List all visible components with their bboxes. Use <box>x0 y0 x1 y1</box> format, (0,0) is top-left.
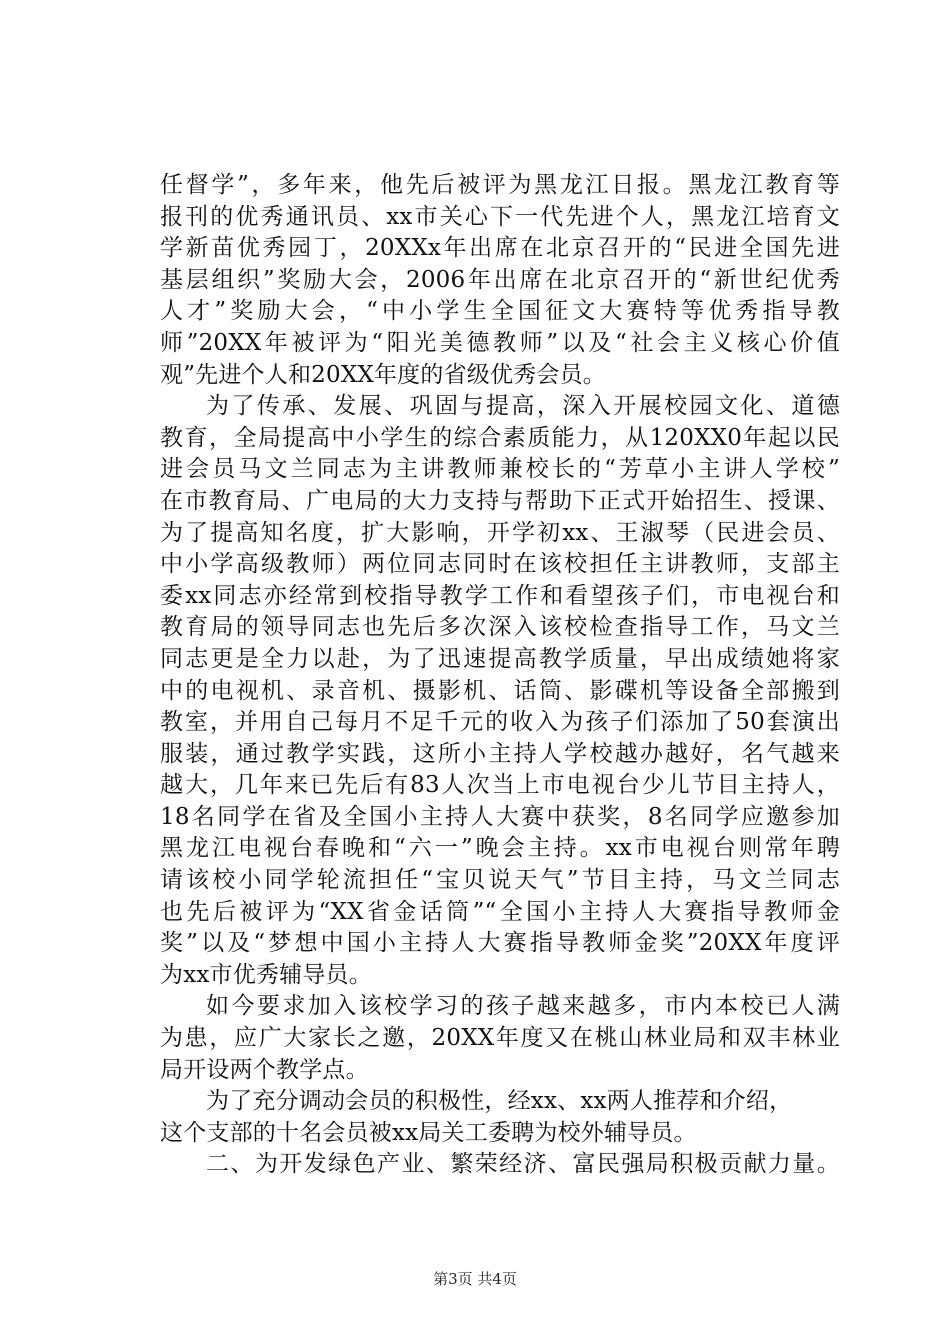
text-line: 学新苗优秀园丁，20XXx年出席在北京召开的“民进全国先进 <box>160 235 840 262</box>
text-line: 黑龙江电视台春晚和“六一”晚会主持。xx市电视台则常年聘 <box>160 835 840 862</box>
text-line: 教育，全局提高中小学生的综合素质能力，从120XX0年起以民 <box>160 424 840 451</box>
text-line: 教育局的领导同志也先后多次深入该校检查指导工作，马文兰 <box>160 614 840 641</box>
text-line: 越大，几年来已先后有83人次当上市电视台少儿节目主持人， <box>160 772 840 799</box>
text-line: 同志更是全力以赴，为了迅速提高教学质量，早出成绩她将家 <box>160 645 840 672</box>
text-line: 请该校小同学轮流担任“宝贝说天气”节目主持，马文兰同志 <box>160 867 840 894</box>
text-line: 观”先进个人和20XX年度的省级优秀会员。 <box>160 361 606 388</box>
text-line: 服装，通过教学实践，这所小主持人学校越办越好，名气越来 <box>160 740 840 767</box>
text-line: 委xx同志亦经常到校指导教学工作和看望孩子们，市电视台和 <box>160 582 840 609</box>
text-line: 为xx市优秀辅导员。 <box>160 961 372 988</box>
text-line: 教室，并用自己每月不足千元的收入为孩子们添加了50套演出 <box>160 709 840 736</box>
text-line: 人才”奖励大会，“中小学生全国征文大赛特等优秀指导教 <box>160 298 840 325</box>
page-footer: 第3页 共4页 <box>433 1270 517 1288</box>
text-line: 奖”以及“梦想中国小主持人大赛指导教师金奖”20XX年度评 <box>160 930 840 957</box>
text-line: 为了传承、发展、巩固与提高，深入开展校园文化、道德 <box>206 393 840 420</box>
text-line: 基层组织”奖励大会，2006年出席在北京召开的“新世纪优秀 <box>160 266 840 293</box>
text-line: 局开设两个教学点。 <box>160 1056 369 1083</box>
document-body <box>160 170 840 1181</box>
text-line: 任督学”，多年来，他先后被评为黑龙江日报。黑龙江教育等 <box>160 172 840 198</box>
text-line: 师”20XX年被评为“阳光美德教师”以及“社会主义核心价值 <box>160 329 840 356</box>
text-line: 二、为开发绿色产业、繁荣经济、富民强局积极贡献力量。 <box>206 1151 840 1178</box>
text-line: 中小学高级教师）两位同志同时在该校担任主讲教师，支部主 <box>160 551 840 578</box>
text-line: 如今要求加入该校学习的孩子越来越多，市内本校已人满 <box>206 993 840 1020</box>
text-line: 中的电视机、录音机、摄影机、话筒、影碟机等设备全部搬到 <box>160 677 840 704</box>
text-line: 也先后被评为“XX省金话筒”“全国小主持人大赛指导教师金 <box>160 898 840 925</box>
text-line: 在市教育局、广电局的大力支持与帮助下正式开始招生、授课、 <box>160 487 840 514</box>
text-line: 18名同学在省及全国小主持人大赛中获奖，8名同学应邀参加 <box>160 803 840 830</box>
text-line: 报刊的优秀通讯员、xx市关心下一代先进个人，黑龙江培育文 <box>160 203 840 230</box>
text-line: 为了充分调动会员的积极性，经xx、xx两人推荐和介绍， <box>206 1088 793 1115</box>
text-line: 为了提高知名度，扩大影响，开学初xx、王淑琴（民进会员、 <box>160 519 840 546</box>
text-line: 为患，应广大家长之邀，20XX年度又在桃山林业局和双丰林业 <box>160 1025 840 1052</box>
text-line: 这个支部的十名会员被xx局关工委聘为校外辅导员。 <box>160 1119 697 1146</box>
text-line: 进会员马文兰同志为主讲教师兼校长的“芳草小主讲人学校” <box>160 456 840 483</box>
